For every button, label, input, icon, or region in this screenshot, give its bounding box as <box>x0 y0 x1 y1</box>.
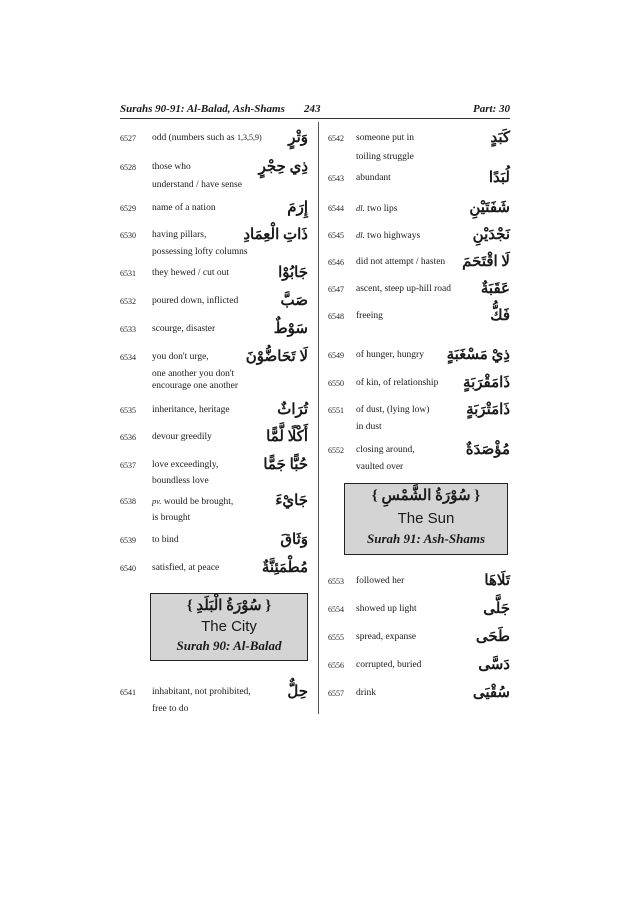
entry-number: 6539 <box>120 536 136 545</box>
entry-meaning: inheritance, heritage <box>152 405 230 415</box>
vocab-entry <box>328 574 510 590</box>
entry-number: 6549 <box>328 351 344 360</box>
entry-meaning: dl. two highways <box>356 230 421 241</box>
entry-meaning: having pillars, <box>152 230 207 240</box>
entry-meaning: to bind <box>152 535 179 545</box>
entry-arabic: وَتْرٍ <box>288 130 308 146</box>
entry-meaning-continued: free to do <box>152 704 189 714</box>
entry-meaning: someone put in <box>356 133 415 143</box>
entry-meaning-continued: boundless love <box>152 476 209 486</box>
entry-number: 6551 <box>328 406 344 415</box>
surah-heading-box-city <box>150 593 308 661</box>
vocab-entry <box>328 403 510 419</box>
entry-arabic: لُبَدًا <box>488 170 510 186</box>
entry-meaning: love exceedingly, <box>152 460 219 470</box>
entry-number: 6540 <box>120 564 136 573</box>
entry-meaning: dl. two lips <box>356 203 398 214</box>
entry-meaning: abundant <box>356 173 391 183</box>
entry-number: 6535 <box>120 406 136 415</box>
entry-meaning: pv. would be brought, <box>152 496 234 507</box>
entry-arabic: سَوْطٌ <box>273 321 308 337</box>
surah-arabic-title: { سُوْرَةُ الْبَلَدِ } <box>186 598 272 614</box>
vocab-entry <box>328 443 510 459</box>
entry-number: 6548 <box>328 312 344 321</box>
entry-meaning-continued: encourage one another <box>152 381 238 391</box>
entry-meaning: you don't urge, <box>152 352 209 362</box>
vocab-entry <box>120 561 308 577</box>
vocab-entry <box>328 282 510 298</box>
vocab-entry <box>120 403 308 419</box>
entry-meaning: of kin, of relationship <box>356 378 439 388</box>
entry-arabic: لَا تَحَاضُّوْنَ <box>245 349 308 365</box>
entry-meaning-continued: toiling struggle <box>356 152 414 162</box>
vocab-entry <box>328 309 510 325</box>
entry-number: 6544 <box>328 204 344 213</box>
entry-meaning-continued: possessing lofty columns <box>152 247 248 257</box>
entry-arabic: ذَاتِ الْعِمَادِ <box>243 227 308 243</box>
entry-meaning: drink <box>356 688 377 698</box>
vocab-entry <box>120 228 308 244</box>
part-label: Part: 30 <box>473 103 510 115</box>
entry-meaning: odd (numbers such as 1,3,5,9) <box>152 133 262 143</box>
entry-arabic: وَثَاقَ <box>280 532 308 548</box>
vocab-entry <box>120 350 308 366</box>
vocab-entry <box>328 131 510 147</box>
vocab-entry <box>120 458 308 474</box>
entry-number: 6553 <box>328 577 344 586</box>
entry-number: 6550 <box>328 379 344 388</box>
entry-number: 6552 <box>328 446 344 455</box>
entry-arabic: لَا اقْتَحَمَ <box>462 254 510 270</box>
surah-english-title: The City <box>201 618 257 635</box>
entry-meaning-continued: is brought <box>152 513 191 523</box>
entry-number: 6533 <box>120 325 136 334</box>
surah-heading-box-sun <box>344 483 508 555</box>
entry-meaning: spread, expanse <box>356 632 417 642</box>
entry-number: 6528 <box>120 163 136 172</box>
entry-number: 6537 <box>120 461 136 470</box>
entry-arabic: دَسَّى <box>478 657 510 673</box>
entry-meaning: corrupted, buried <box>356 660 422 670</box>
entry-number: 6557 <box>328 689 344 698</box>
entry-meaning: followed her <box>356 576 405 586</box>
entry-meaning-continued: one another you don't <box>152 369 235 379</box>
entry-number: 6555 <box>328 633 344 642</box>
entry-arabic: مُؤْصَدَةٌ <box>465 442 510 458</box>
entry-number: 6538 <box>120 497 136 506</box>
entry-number: 6554 <box>328 605 344 614</box>
vocab-entry <box>328 255 510 271</box>
vocab-entry <box>120 131 308 147</box>
entry-number: 6529 <box>120 204 136 213</box>
entry-arabic: عَقَبَةٌ <box>480 281 510 297</box>
entry-meaning: ascent, steep up-hill road <box>356 284 451 294</box>
entry-meaning: inhabitant, not prohibited, <box>152 687 251 697</box>
entry-meaning: showed up light <box>356 604 417 614</box>
entry-arabic: صَبَّ <box>280 293 308 309</box>
entry-number: 6556 <box>328 661 344 670</box>
entry-arabic: مُطْمَئِنَّةٌ <box>261 560 308 576</box>
column-divider <box>318 122 319 714</box>
vocab-entry <box>328 376 510 392</box>
vocab-entry <box>120 201 308 217</box>
vocab-entry <box>120 266 308 282</box>
entry-meaning: name of a nation <box>152 203 216 213</box>
header-rule <box>120 118 510 119</box>
vocab-entry <box>328 171 510 187</box>
entry-meaning: devour greedily <box>152 432 212 442</box>
page-header <box>120 103 510 119</box>
vocab-entry <box>120 533 308 549</box>
entry-arabic: حِلٌّ <box>287 684 308 700</box>
entry-meaning: of hunger, hungry <box>356 350 424 360</box>
entry-number: 6527 <box>120 134 136 143</box>
vocab-entry <box>328 348 510 364</box>
vocab-entry <box>328 201 510 217</box>
entry-number: 6546 <box>328 258 344 267</box>
entry-meaning-continued: understand / have sense <box>152 180 242 190</box>
entry-arabic: ذَامَقْرَبَةٍ <box>463 375 510 391</box>
vocab-entry <box>328 602 510 618</box>
entry-arabic: ذِي حِجْرٍ <box>258 159 308 175</box>
entry-number: 6534 <box>120 353 136 362</box>
entry-number: 6545 <box>328 231 344 240</box>
entry-meaning-continued: vaulted over <box>356 462 404 472</box>
vocab-entry <box>120 430 308 446</box>
entry-meaning-continued: in dust <box>356 422 382 432</box>
vocab-entry <box>328 228 510 244</box>
entry-arabic: طَحَى <box>475 629 510 645</box>
surah-english-title: The Sun <box>397 510 455 527</box>
header-title: Surahs 90-91: Al-Balad, Ash-Shams <box>120 103 285 115</box>
entry-number: 6536 <box>120 433 136 442</box>
entry-arabic: ذَامَتْرَبَةٍ <box>466 402 510 418</box>
entry-arabic: فَكُّ <box>490 308 510 324</box>
vocab-entry <box>120 685 308 701</box>
page-number: 243 <box>304 103 321 115</box>
vocab-entry <box>120 294 308 310</box>
vocab-entry <box>328 630 510 646</box>
entry-number: 6541 <box>120 688 136 697</box>
entry-arabic: إِرَمَ <box>287 200 308 216</box>
vocab-entry <box>328 686 510 702</box>
entry-meaning: those who <box>152 162 191 172</box>
entry-arabic: كَبَدٍ <box>490 130 510 146</box>
entry-arabic: جَلَّى <box>483 601 510 617</box>
entry-arabic: أَكْلًا لَّمًّا <box>266 429 308 445</box>
entry-number: 6531 <box>120 269 136 278</box>
entry-arabic: تُرَاثٌ <box>277 402 308 418</box>
entry-meaning: satisfied, at peace <box>152 563 220 573</box>
surah-subtitle: Surah 91: Ash-Shams <box>366 531 485 546</box>
entry-number: 6547 <box>328 285 344 294</box>
vocab-entry <box>120 322 308 338</box>
vocab-entry <box>120 160 308 176</box>
entry-arabic: شَفَتَيْنِ <box>469 200 510 216</box>
surah-subtitle: Surah 90: Al-Balad <box>176 638 282 653</box>
entry-number: 6532 <box>120 297 136 306</box>
entry-arabic: جَابُوْا <box>278 265 308 281</box>
vocab-entry <box>328 658 510 674</box>
entry-arabic: ذِيْ مَسْغَبَةٍ <box>446 347 510 363</box>
entry-meaning: scourge, disaster <box>152 324 216 334</box>
entry-arabic: سُقْيَى <box>472 685 510 701</box>
surah-arabic-title: { سُوْرَةُ الشَّمْسِ } <box>371 488 481 504</box>
entry-meaning: of dust, (lying low) <box>356 405 430 415</box>
entry-meaning: poured down, inflicted <box>152 296 239 306</box>
entry-number: 6530 <box>120 231 136 240</box>
entry-meaning: freeing <box>356 311 383 321</box>
entry-arabic: حُبًّا جَمًّا <box>263 457 308 473</box>
vocab-entry <box>120 494 308 510</box>
entry-meaning: closing around, <box>356 445 415 455</box>
entry-arabic: جَايْءَ <box>275 493 308 509</box>
entry-arabic: تَلَاهَا <box>484 573 510 589</box>
entry-meaning: they hewed / cut out <box>152 268 230 278</box>
entry-meaning: did not attempt / hasten <box>356 257 446 267</box>
entry-arabic: نَجْدَيْنِ <box>472 227 510 243</box>
entry-number: 6543 <box>328 174 344 183</box>
entry-number: 6542 <box>328 134 344 143</box>
